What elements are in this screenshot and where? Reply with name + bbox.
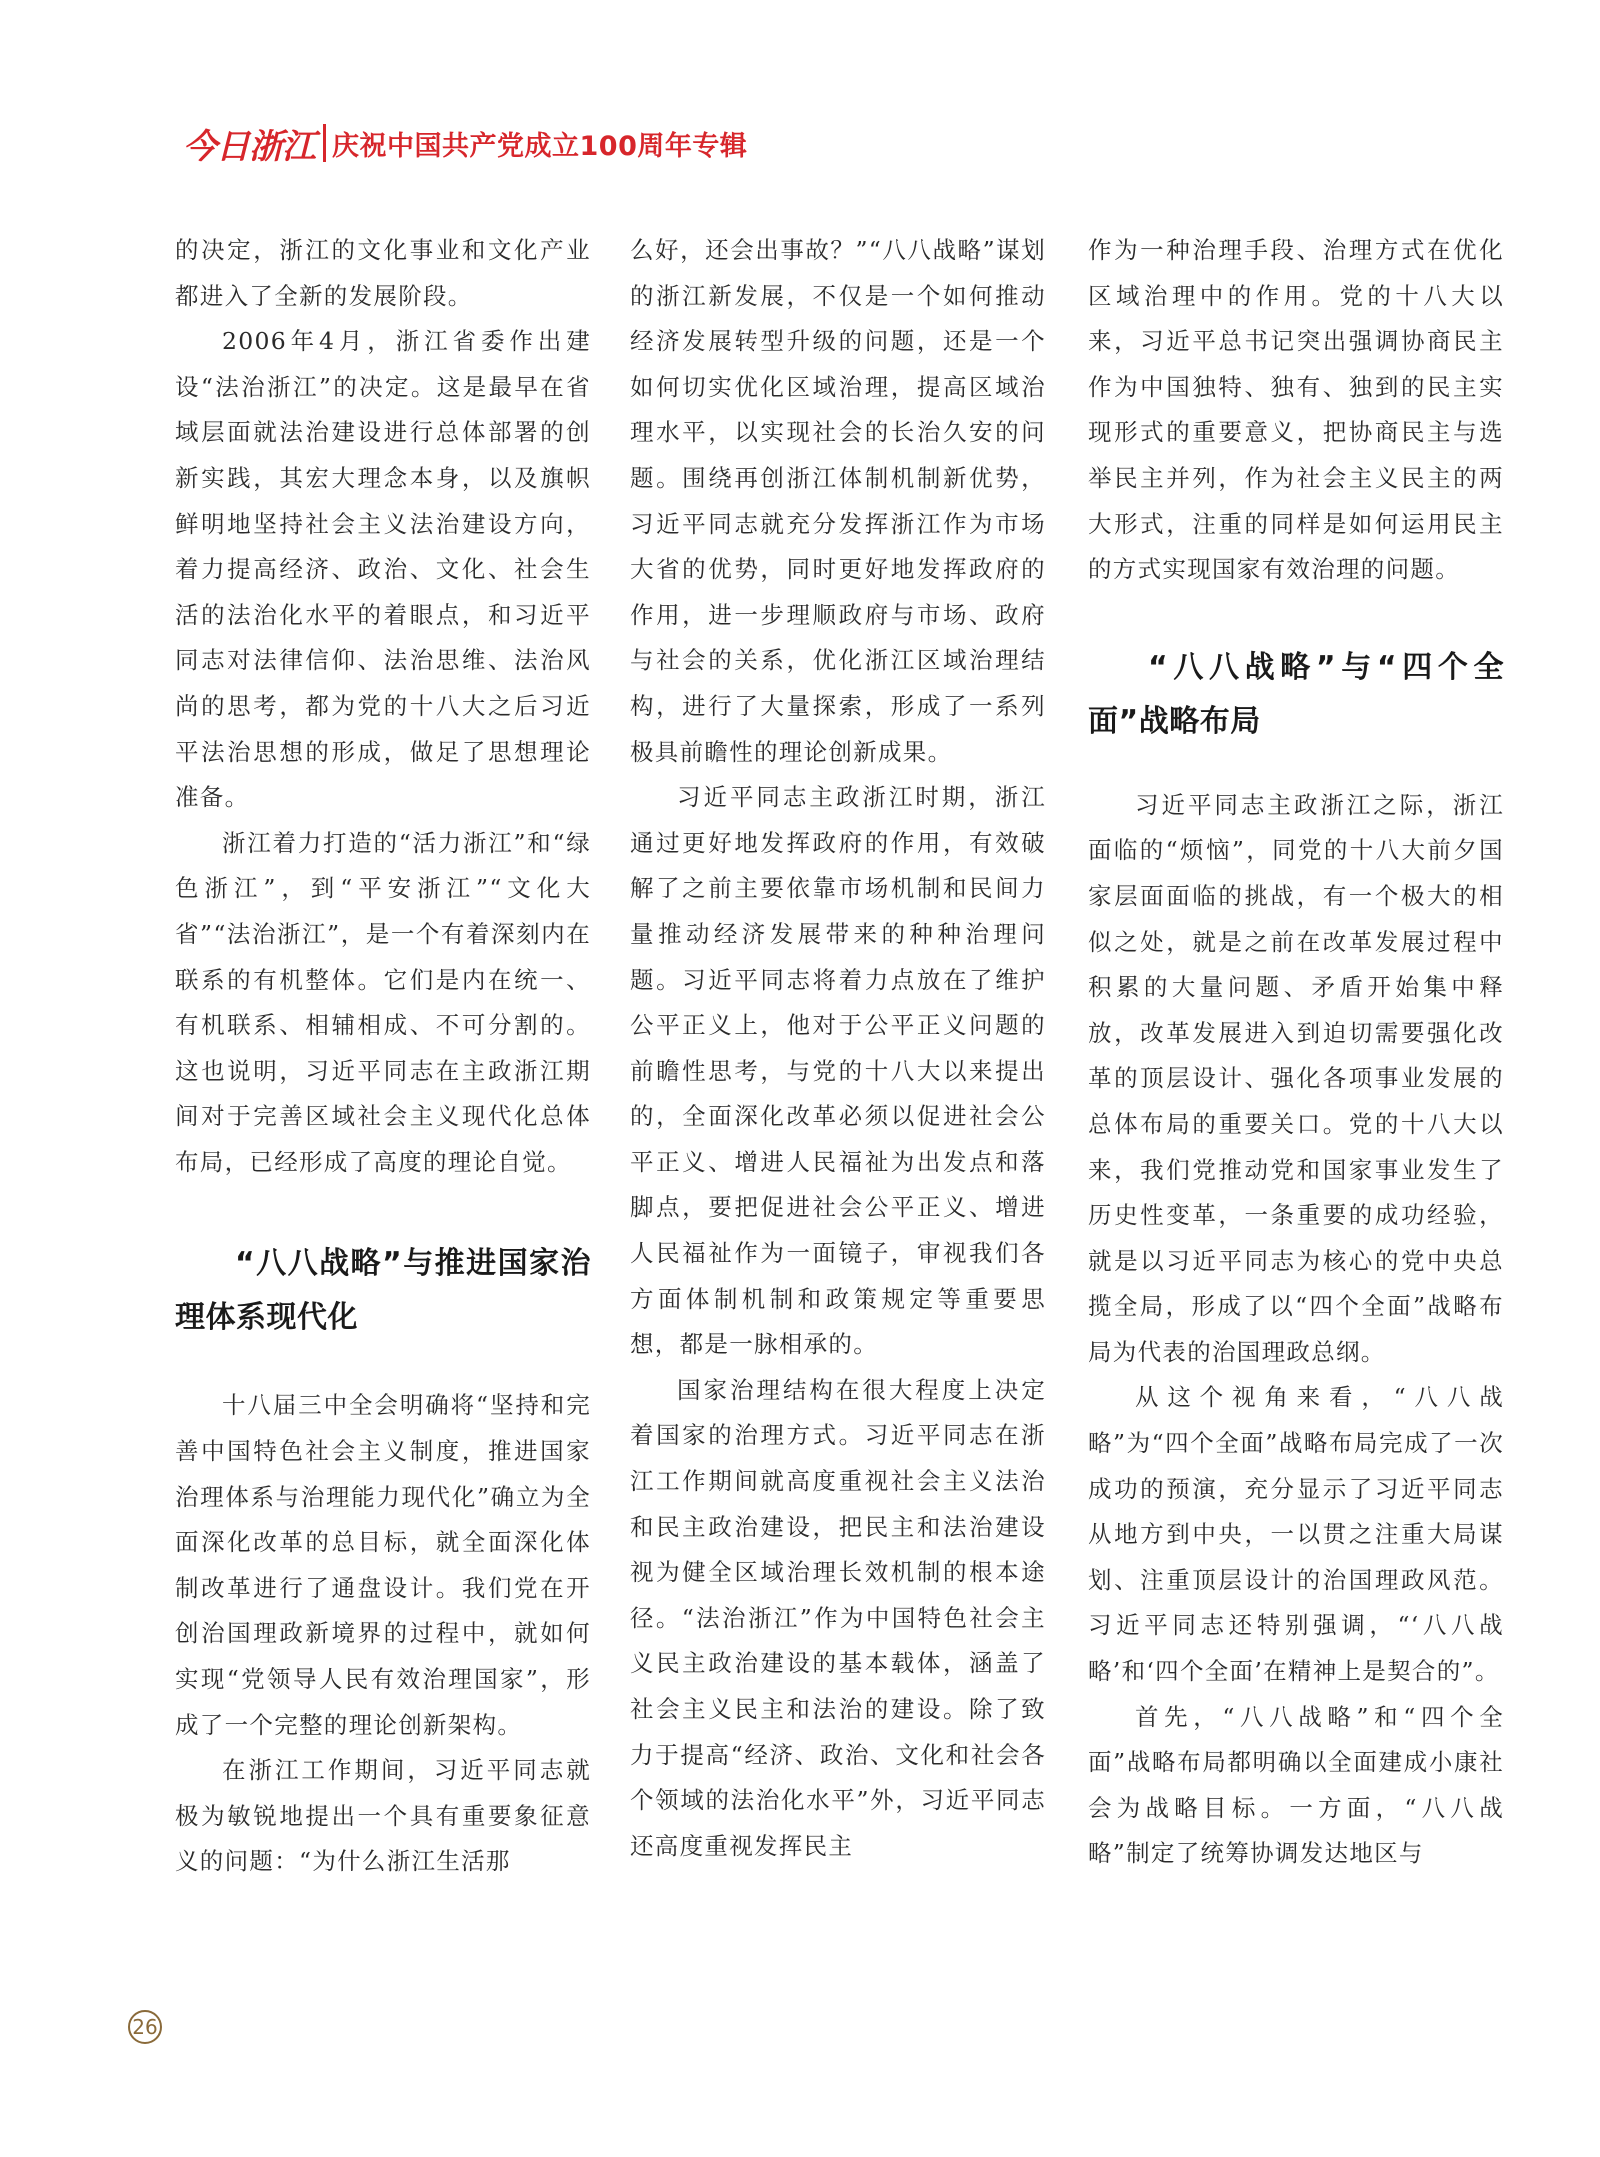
- paragraph: 么好，还会出事故？”“八八战略”谋划的浙江新发展，不仅是一个如何推动经济发展转型升级的问题，还是一个如何切实优化区域治理，提高区域治理水平，以实现社会的长治久安的问题。围绕再创浙江体制机制新优势，习近平同志就充分发挥浙江作为市场大省的优势，同时更好地发挥政府的作用，进一步理顺政府与市场、政府与社会的关系，优化浙江区域治理结构，进行了大量探索，形成了一系列极具前瞻性的理论创新成果。: [630, 236, 1046, 766]
- magazine-logo: 今日浙江: [183, 126, 315, 167]
- page-number: 26: [128, 2010, 162, 2044]
- text-column-3: [1088, 228, 1504, 1877]
- paragraph: 十八届三中全会明确将“坚持和完善中国特色社会主义制度，推进国家治理体系与治理能力现代化”确立为全面深化改革的总目标，就全面深化体制改革进行了通盘设计。我们党在开创治国理政新境界的过程中，就如何实现“党领导人民有效治理国家”，形成了一个完整的理论创新架构。: [175, 1391, 591, 1739]
- paragraph: 的决定，浙江的文化事业和文化产业都进入了全新的发展阶段。: [175, 236, 591, 310]
- page-header: [183, 118, 747, 168]
- paragraph: 作为一种治理手段、治理方式在优化区域治理中的作用。党的十八大以来，习近平总书记突出强调协商民主作为中国独特、独有、独到的民主实现形式的重要意义，把协商民主与选举民主并列，作为社会主义民主的两大形式，注重的同样是如何运用民主的方式实现国家有效治理的问题。: [1088, 236, 1504, 584]
- section-heading: “八八战略”与推进国家治理体系现代化: [175, 1246, 591, 1336]
- paragraph: 2006年4月，浙江省委作出建设“法治浙江”的决定。这是最早在省域层面就法治建设进行总体部署的创新实践，其宏大理念本身，以及旗帜鲜明地坚持社会主义法治建设方向，着力提高经济、政治、文化、社会生活的法治化水平的着眼点，和习近平同志对法律信仰、法治思维、法治风尚的思考，都为党的十八大之后习近平法治思想的形成，做足了思想理论准备。: [175, 327, 591, 812]
- section-title: 庆祝中国共产党成立100周年专辑: [332, 130, 748, 162]
- paragraph: 习近平同志主政浙江之际，浙江面临的“烦恼”，同党的十八大前夕国家层面面临的挑战，有一个极大的相似之处，就是之前在改革发展过程中积累的大量问题、矛盾开始集中释放，改革发展进入到迫切需要强化改革的顶层设计、强化各项事业发展的总体布局的重要关口。党的十八大以来，我们党推动党和国家事业发生了历史性变革，一条重要的成功经验，就是以习近平同志为核心的党中央总揽全局，形成了以“四个全面”战略布局为代表的治国理政总纲。: [1088, 790, 1504, 1366]
- paragraph: 浙江着力打造的“活力浙江”和“绿色浙江”，到“平安浙江”“文化大省”“法治浙江”，是一个有着深刻内在联系的有机整体。它们是内在统一、有机联系、相辅相成、不可分割的。这也说明，习近平同志在主政浙江期间对于完善区域社会主义现代化总体布局，已经形成了高度的理论自觉。: [175, 828, 591, 1176]
- section-heading: “八八战略”与“四个全面”战略布局: [1088, 649, 1504, 739]
- text-column-1: [175, 228, 591, 1885]
- paragraph: 从这个视角来看，“八八战略”为“四个全面”战略布局完成了一次成功的预演，充分显示了习近平同志从地方到中央，一以贯之注重大局谋划、注重顶层设计的治国理政风范。习近平同志还特别强调，“‘八八战略’和‘四个全面’在精神上是契合的”。: [1088, 1383, 1504, 1686]
- paragraph: 国家治理结构在很大程度上决定着国家的治理方式。习近平同志在浙江工作期间就高度重视社会主义法治和民主政治建设，把民主和法治建设视为健全区域治理长效机制的根本途径。“法治浙江”作为中国特色社会主义民主政治建设的基本载体，涵盖了社会主义民主和法治的建设。除了致力于提高“经济、政治、文化和社会各个领域的法治化水平”外，习近平同志还高度重视发挥民主: [630, 1375, 1046, 1860]
- text-column-2: [630, 228, 1046, 1869]
- header-divider: [323, 124, 326, 162]
- paragraph: 在浙江工作期间，习近平同志就极为敏锐地提出一个具有重要象征意义的问题：“为什么浙江生活那: [175, 1756, 591, 1876]
- paragraph: 习近平同志主政浙江时期，浙江通过更好地发挥政府的作用，有效破解了之前主要依靠市场机制和民间力量推动经济发展带来的种种治理问题。习近平同志将着力点放在了维护公平正义上，他对于公平正义问题的前瞻性思考，与党的十八大以来提出的，全面深化改革必须以促进社会公平正义、增进人民福祉为出发点和落脚点，要把促进社会公平正义、增进人民福祉作为一面镜子，审视我们各方面体制机制和政策规定等重要思想，都是一脉相承的。: [630, 783, 1046, 1359]
- paragraph: 首先，“八八战略”和“四个全面”战略布局都明确以全面建成小康社会为战略目标。一方面，“八八战略”制定了统筹协调发达地区与: [1088, 1702, 1504, 1868]
